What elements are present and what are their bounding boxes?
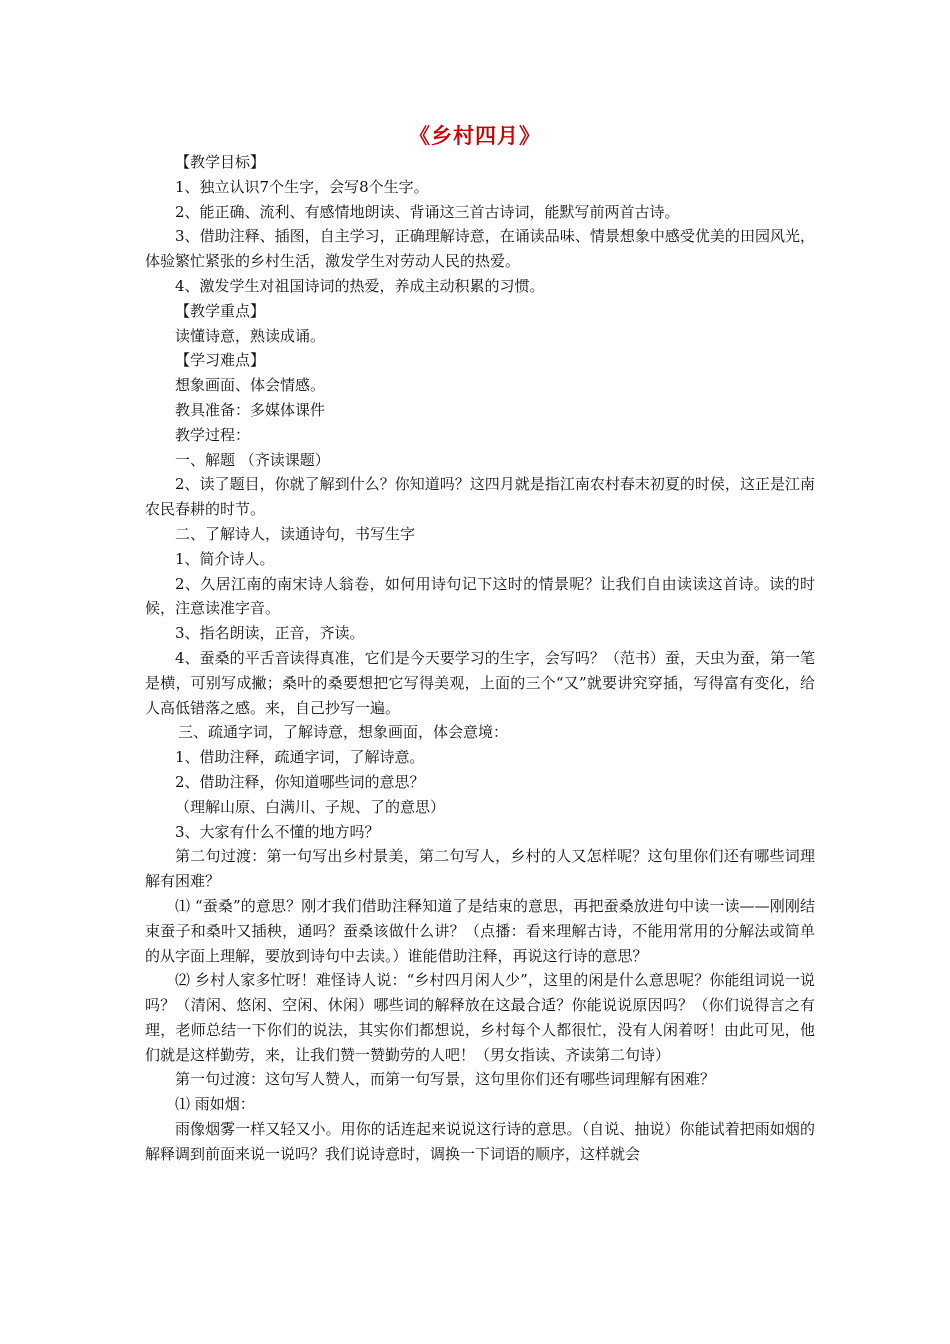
- paragraph: 2、读了题目，你就了解到什么？你知道吗？这四月就是指江南农村春末初夏的时侯，这正是江南农民春耕的时节。: [145, 475, 815, 519]
- paragraph: 【教学重点】: [175, 301, 266, 320]
- paragraph: ⑴ 雨如烟：: [175, 1095, 255, 1114]
- paragraph: 3、指名朗读，正音，齐读。: [175, 624, 365, 643]
- paragraph: ⑴ “蚕桑”的意思？刚才我们借助注释知道了是结束的意思，再把蚕桑放进句中读一读——刚刚结束蚕子和桑叶又插秧，通吗？蚕桑该做什么讲？（点播：看来理解古诗，不能用常用的分解法或简单的从字面上理解，要放到诗句中去读。）谁能借助注释，再说这行诗的意思？: [145, 896, 815, 965]
- paragraph: 4、激发学生对祖国诗词的热爱，养成主动积累的习惯。: [175, 276, 545, 295]
- paragraph: 教学过程：: [175, 425, 251, 444]
- paragraph: 三、疏通字词，了解诗意，想象画面，体会意境：: [178, 723, 509, 742]
- paragraph: 1、借助注释，疏通字词，了解诗意。: [175, 748, 425, 767]
- paragraph: 想象画面、体会情感。: [175, 376, 326, 395]
- document-title: 《乡村四月》: [409, 124, 541, 148]
- paragraph: 1、简介诗人。: [175, 549, 275, 568]
- paragraph: 2、借助注释，你知道哪些词的意思？: [175, 772, 425, 791]
- paragraph: 第二句过渡：第一句写出乡村景美，第二句写人，乡村的人又怎样呢？这句里你们还有哪些词理解有困难？: [145, 847, 815, 891]
- paragraph: （理解山原、白满川、子规、了的意思）: [175, 797, 446, 816]
- paragraph: 教具准备：多媒体课件: [175, 400, 326, 419]
- paragraph: 3、大家有什么不懂的地方吗？: [175, 822, 380, 841]
- paragraph: 4、蚕桑的平舌音读得真准，它们是今天要学习的生字，会写吗？（范书）蚕，天虫为蚕，第一笔是横，可别写成撇；桑叶的桑要想把它写得美观，上面的三个“又”就要讲究穿插，写得富有变化，给人高低错落之感。来，自己抄写一遍。: [145, 648, 815, 717]
- paragraph: 读懂诗意，熟读成诵。: [175, 326, 326, 345]
- paragraph: 【教学目标】: [175, 153, 266, 171]
- paragraph: 第一句过渡：这句写人赞人，而第一句写景，这句里你们还有哪些词理解有困难？: [175, 1070, 716, 1089]
- paragraph: 二、了解诗人，读通诗句，书写生字: [175, 524, 416, 543]
- paragraph: 2、久居江南的南宋诗人翁卷，如何用诗句记下这时的情景呢？让我们自由读读这首诗。读的时候，注意读准字音。: [145, 574, 815, 618]
- paragraph: 一、解题 （齐读课题）: [175, 450, 330, 469]
- paragraph: 1、独立认识7个生字，会写8个生字。: [175, 177, 429, 196]
- paragraph: ⑵ 乡村人家多忙呀！难怪诗人说：“乡村四月闲人少”，这里的闲是什么意思呢？你能组词说一说吗？（清闲、悠闲、空闲、休闲）哪些词的解释放在这最合适？你能说说原因吗？（你们说得言之有理，老师总结一下你们的说法，其实你们都想说，乡村每个人都很忙，没有人闲着呀！由此可见，他们就是这样勤劳，来，让我们赞一赞勤劳的人吧！（男女指读、齐读第二句诗）: [145, 971, 815, 1064]
- document-body: [145, 150, 815, 1167]
- paragraph: 2、能正确、流利、有感情地朗读、背诵这三首古诗词，能默写前两首古诗。: [175, 202, 680, 221]
- paragraph: 雨像烟雾一样又轻又小。用你的话连起来说说这行诗的意思。（自说、抽说）你能试着把雨如烟的解释调到前面来说一说吗？我们说诗意时，调换一下词语的顺序，这样就会: [145, 1120, 815, 1163]
- paragraph: 3、借助注释、插图，自主学习，正确理解诗意，在诵读品味、情景想象中感受优美的田园风光，体验繁忙紧张的乡村生活，激发学生对劳动人民的热爱。: [145, 227, 815, 271]
- paragraph: 【学习难点】: [175, 351, 266, 370]
